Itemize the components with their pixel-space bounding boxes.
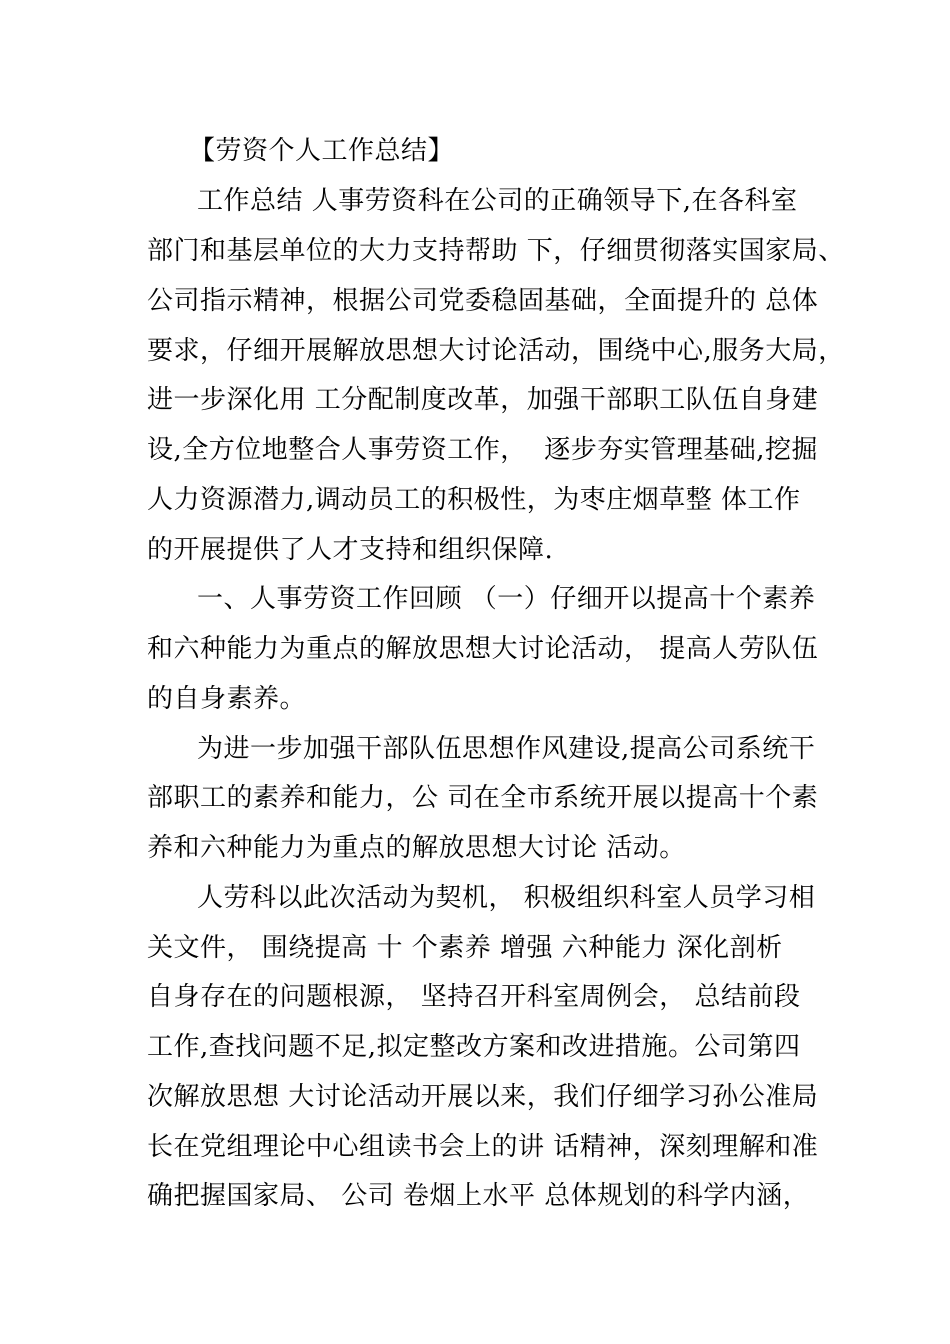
paragraph-2-line-1: 一、人事劳资工作回顾 （一）仔细开以提高十个素养: [197, 584, 816, 614]
paragraph-4-line-6: 长在党组理论中心组读书会上的讲 话精神，深刻理解和准: [147, 1132, 819, 1162]
document-title: 【劳资个人工作总结】: [189, 136, 455, 166]
paragraph-4-line-7: 确把握国家局、 公司 卷烟上水平 总体规划的科学内涵，: [147, 1181, 810, 1211]
paragraph-1-line-8: 的开展提供了人才支持和组织保障.: [147, 535, 554, 565]
paragraph-4-line-1: 人劳科以此次活动为契机， 积极组织科室人员学习相: [197, 883, 816, 913]
paragraph-3-line-1: 为进一步加强干部队伍思想作风建设,提高公司系统干: [197, 734, 816, 764]
paragraph-3-line-2: 部职工的素养和能力，公 司在全市系统开展以提高十个素: [147, 783, 819, 813]
paragraph-4-line-2: 关文件， 围绕提高 十 个素养 增强 六种能力 深化剖析: [147, 933, 783, 963]
paragraph-1-line-3: 公司指示精神，根据公司党委稳固基础，全面提升的 总体: [147, 286, 819, 316]
paragraph-1-line-6: 设,全方位地整合人事劳资工作， 逐步夯实管理基础,挖掘: [147, 435, 819, 465]
paragraph-3-line-3: 养和六种能力为重点的解放思想大讨论 活动。: [147, 833, 686, 863]
paragraph-2-line-3: 的自身素养。: [147, 684, 307, 714]
paragraph-2-line-2: 和六种能力为重点的解放思想大讨论活动， 提高人劳队伍: [147, 634, 819, 664]
paragraph-1-line-4: 要求，仔细开展解放思想大讨论活动，围绕中心,服务大局，: [147, 336, 845, 366]
paragraph-4-line-5: 次解放思想 大讨论活动开展以来，我们仔细学习孙公准局: [147, 1082, 819, 1112]
paragraph-1-line-7: 人力资源潜力,调动员工的积极性，为枣庄烟草整 体工作: [147, 485, 801, 515]
paragraph-1-line-1: 工作总结 人事劳资科在公司的正确领导下,在各科室: [197, 186, 798, 216]
paragraph-1-line-2: 部门和基层单位的大力支持帮助 下，仔细贯彻落实国家局、: [147, 236, 845, 266]
paragraph-4-line-4: 工作,查找问题不足,拟定整改方案和改进措施。公司第四: [147, 1032, 801, 1062]
paragraph-4-line-3: 自身存在的问题根源， 坚持召开科室周例会， 总结前段: [147, 982, 801, 1012]
paragraph-1-line-5: 进一步深化用 工分配制度改革，加强干部职工队伍自身建: [147, 385, 819, 415]
